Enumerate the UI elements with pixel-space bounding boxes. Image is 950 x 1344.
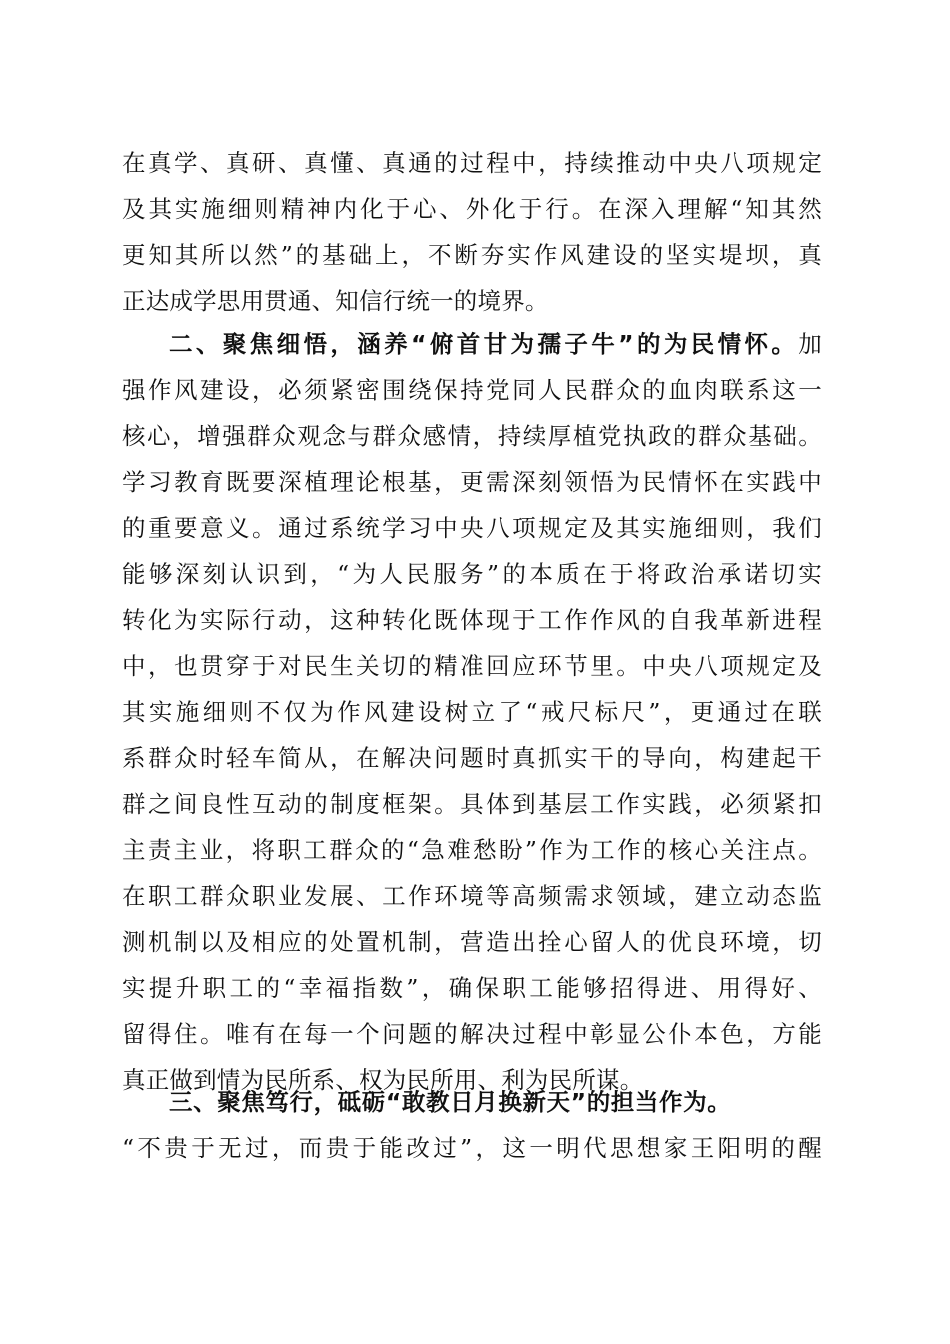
section-heading-2: 二、聚焦细悟，涵养“俯首甘为孺子牛”的为民情怀。 — [169, 330, 799, 358]
text-line: 强作风建设，必须紧密围绕保持党同人民群众的血肉联系这一 — [122, 376, 822, 404]
text-line: 在真学、真研、真懂、真通的过程中，持续推动中央八项规定 — [122, 149, 822, 177]
text-line: 真正做到情为民所系、权为民所用、利为民所谋。 — [122, 1066, 644, 1094]
text-line: 实提升职工的“幸福指数”，确保职工能够招得进、用得好、 — [122, 974, 822, 1002]
text-line: 在职工群众职业发展、工作环境等高频需求领域，建立动态监 — [122, 882, 822, 910]
paragraph-3-first-line — [122, 1079, 822, 1125]
text-line: 主责主业，将职工群众的“急难愁盼”作为工作的核心关注点。 — [122, 836, 822, 864]
paragraph-3 — [122, 1079, 822, 1171]
text-fragment: 加 — [798, 330, 822, 358]
text-line: 转化为实际行动，这种转化既体现于工作作风的自我革新进程 — [122, 606, 822, 634]
paragraph-1 — [122, 140, 822, 324]
text-line: “不贵于无过，而贵于能改过”，这一明代思想家王阳明的醒 — [122, 1134, 822, 1162]
text-line: 群之间良性互动的制度框架。具体到基层工作实践，必须紧扣 — [122, 790, 822, 818]
text-line: 及其实施细则精神内化于心、外化于行。在深入理解“知其然 — [122, 195, 822, 223]
text-line: 更知其所以然”的基础上，不断夯实作风建设的坚实堤坝，真 — [122, 241, 822, 269]
text-line: 的重要意义。通过系统学习中央八项规定及其实施细则，我们 — [122, 514, 822, 542]
text-line: 学习教育既要深植理论根基，更需深刻领悟为民情怀在实践中 — [122, 468, 822, 496]
paragraph-2 — [122, 321, 822, 1103]
text-line: 正达成学思用贯通、知信行统一的境界。 — [122, 287, 549, 315]
text-line: 核心，增强群众观念与群众感情，持续厚植党执政的群众基础。 — [122, 422, 822, 450]
text-line: 留得住。唯有在每一个问题的解决过程中彰显公仆本色，方能 — [122, 1020, 822, 1048]
text-line: 系群众时轻车简从，在解决问题时真抓实干的导向，构建起干 — [122, 744, 822, 772]
text-line: 其实施细则不仅为作风建设树立了“戒尺标尺”，更通过在联 — [122, 698, 822, 726]
text-line: 测机制以及相应的处置机制，营造出拴心留人的优良环境，切 — [122, 928, 822, 956]
section-heading-3: 三、聚焦笃行，砥砺“敢教日月换新天”的担当作为。 — [169, 1088, 732, 1116]
paragraph-2-first-line — [122, 321, 822, 367]
text-line: 中，也贯穿于对民生关切的精准回应环节里。中央八项规定及 — [122, 652, 822, 680]
text-line: 能够深刻认识到，“为人民服务”的本质在于将政治承诺切实 — [122, 560, 822, 588]
